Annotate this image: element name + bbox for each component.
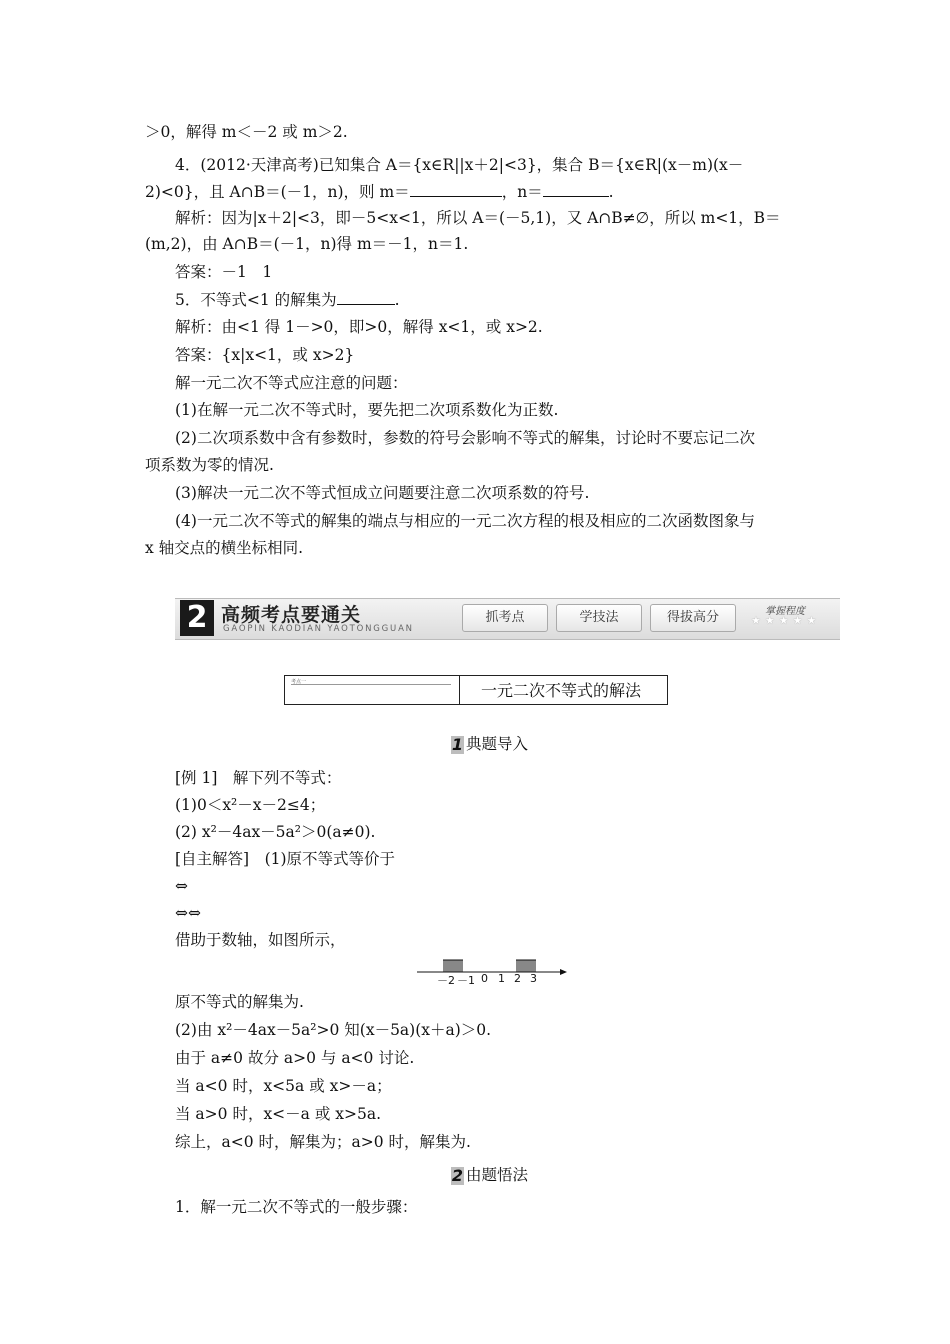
solution-line: 当 a<0 时，x<5a 或 x>－a； [175,1077,392,1095]
problem-4-line: 4．(2012·天津高考)已知集合 A＝{x∈R||x＋2|<3}，集合 B＝{x∈R|(x－m)(x－ [175,156,744,174]
banner-subtitle: GAOPIN KAODIAN YAOTONGGUAN [223,624,414,634]
note-heading: 解一元二次不等式应注意的问题： [175,374,408,392]
text-span: 2)<0}，且 A∩B＝(－1，n)，则 m＝ [145,183,410,201]
note-item-2-cont: 项系数为零的情况. [145,456,274,474]
banner-number: 2 [180,600,214,636]
answer-blank-m [410,182,502,197]
banner-title: 高频考点要通关 [221,604,362,626]
section-heading-1 [451,733,528,755]
section-heading-2 [451,1164,528,1186]
learn-methods-button[interactable]: 学技法 [556,604,642,632]
mastery-level [745,602,835,634]
text-span: ，n＝ [501,183,543,201]
equivalence-symbol: ⇔ [175,877,188,895]
tick-label: 1 [498,972,505,985]
example-line: (2) x²－4ax－5a²＞0(a≠0). [175,823,376,841]
tick-label: －2 [437,974,455,987]
note-item-4: (4)一元二次不等式的解集的端点与相应的一元二次方程的根及相应的二次函数图象与 [175,512,755,530]
solution-line: 当 a>0 时，x<－a 或 x>5a. [175,1105,382,1123]
analysis-line: 解析：由<1 得 1－>0，即>0，解得 x<1，或 x>2. [175,318,543,336]
note-item-1: (1)在解一元二次不等式时，要先把二次项系数化为正数. [175,401,559,419]
solution-line: (2)由 x²－4ax－5a²>0 知(x－5a)(x＋a)＞0. [175,1021,492,1039]
grasp-points-button[interactable]: 抓考点 [462,604,548,632]
note-item-2: (2)二次项系数中含有参数时，参数的符号会影响不等式的解集，讨论时不要忘记二次 [175,429,755,447]
answer-blank [337,290,395,305]
problem-4-line-2 [145,182,614,202]
section-title: 典题导入 [466,735,529,753]
solution-line: 由于 a≠0 故分 a>0 与 a<0 讨论. [175,1049,415,1067]
section-number-icon: 2 [451,1166,464,1185]
problem-5-line [175,290,400,310]
analysis-line: 解析：因为|x＋2|<3，即－5<x<1，所以 A＝(－5,1)，又 A∩B≠∅，所以 m<1，B＝ [175,209,781,227]
text-span: . [394,291,400,309]
mastery-label: 掌握程度 [765,606,805,617]
text-span: 5．不等式<1 的解集为 [175,291,337,309]
section-number-icon: 1 [451,735,464,754]
star-rating-icon: ★★★★★ [751,614,821,627]
solution-line: 借助于数轴，如图所示， [175,931,346,949]
answer-line: 答案：－1 1 [175,263,273,281]
example-line: (1)0＜x²－x－2≤4； [175,796,326,814]
number-line-figure [415,958,575,988]
tick-label: 0 [481,972,488,985]
high-score-button[interactable]: 得拔高分 [650,604,736,632]
example-line: [例 1] 解下列不等式： [175,769,342,787]
answer-blank-n [543,182,609,197]
tick-label: 3 [530,972,537,985]
tick-label: －1 [457,974,475,987]
axis-arrow-icon [560,969,567,975]
topic-tag: 考点一 [291,679,307,685]
text-line: ＞0，解得 m＜－2 或 m＞2. [145,123,348,141]
solution-line: [自主解答] (1)原不等式等价于 [175,850,396,868]
interval-shade-left [443,960,463,972]
note-item-4-cont: x 轴交点的横坐标相同. [145,539,304,557]
steps-line: 1．解一元二次不等式的一般步骤： [175,1198,418,1216]
answer-line: 答案：{x|x<1，或 x>2} [175,346,355,364]
analysis-line-2: (m,2)，由 A∩B＝(－1，n)得 m＝－1，n＝1. [145,235,469,253]
section-title: 由题悟法 [466,1166,529,1184]
solution-line: 综上，a<0 时，解集为；a>0 时，解集为. [175,1133,471,1151]
topic-title: 一元二次不等式的解法 [481,681,642,700]
solution-line: 原不等式的解集为. [175,993,304,1011]
equivalence-symbol: ⇔⇔ [175,904,201,922]
topic-box [284,675,668,705]
topic-rule [291,684,451,685]
text-span: . [608,183,614,201]
note-item-3: (3)解决一元二次不等式恒成立问题要注意二次项系数的符号. [175,484,590,502]
section-banner [175,598,840,638]
tick-label: 2 [514,972,521,985]
topic-tag-cell [285,676,460,704]
interval-shade-right [516,960,536,972]
